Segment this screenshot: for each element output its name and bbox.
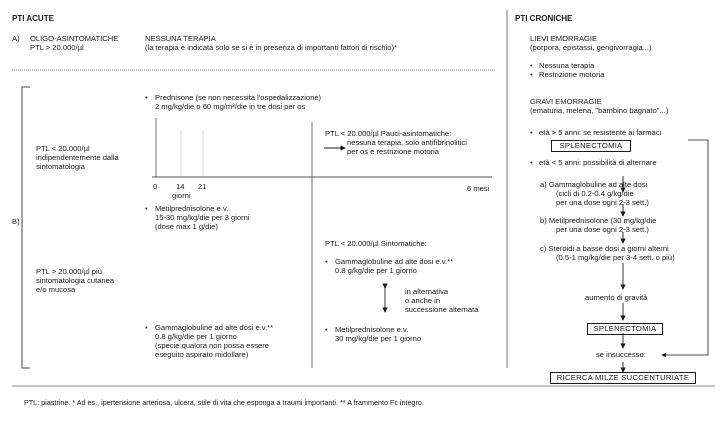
option-b-2: per una dose ogni 2-3 sett.)	[556, 225, 649, 234]
b1-condition-3: sintomatologia	[36, 162, 85, 171]
methyl-right-1: Metilprednisolone e.v.	[335, 325, 409, 334]
lievi-bullet-1: •	[530, 61, 533, 70]
lievi-title: LIEVI EMORRAGIE	[530, 34, 598, 43]
b2-condition-1: PTL > 20.000/µl più	[36, 267, 102, 276]
age-over5-bullet: •	[530, 128, 533, 137]
methyl-right-bullet: •	[325, 325, 328, 334]
timeline-label-14: 14	[176, 182, 185, 191]
alternativa-1: in alternativa	[405, 287, 449, 296]
a-therapy-title: NESSUNA TERAPIA	[145, 34, 216, 43]
option-a-2: (cicli di 0.2-0.4 g/kg/die	[556, 189, 634, 198]
footnote: PTL: piastrine. * Ad es., ipertensione arteriosa, ulcera, stile di vita che esponga a traumi importanti. ** A frammento Fc integro.	[24, 398, 424, 407]
b1-condition-2: indipendentemente dalla	[36, 153, 119, 162]
ricerca-box: RICERCA MILZE SUCCENTURIATE	[550, 372, 696, 384]
acute-title: PTI ACUTE	[12, 14, 54, 23]
prednisone-1: Prednisone (se non necessita l'ospedalizzazione)	[155, 93, 322, 102]
acute-bracket	[22, 87, 30, 368]
methyl-1: Metilprednisolone e.v.	[155, 204, 229, 213]
timeline-end: 6 mesi	[467, 184, 490, 193]
methyl-2: 15-30 mg/kg/die per 3 giorni	[155, 213, 250, 222]
prednisone-bullet: •	[145, 93, 148, 102]
label-b: B)	[12, 217, 20, 226]
sintomatiche-title: PTL < 20.000/µl Sintomatiche:	[325, 239, 427, 248]
methyl-3: (dose max 1 g/die)	[155, 222, 218, 231]
lievi-desc: (porpora, epistassi, gengivorragia...)	[530, 43, 652, 52]
b2-condition-2: sintomatologia cutanea	[36, 276, 115, 285]
alternativa-3: successione alternata	[405, 305, 479, 314]
methyl-bullet: •	[145, 204, 148, 213]
a-condition-1: OLIGO-ASINTOMATICHE	[30, 34, 119, 43]
age-under5: età < 5 anni: possibilità di alternare	[539, 158, 657, 167]
timeline-label-0: 0	[153, 182, 158, 191]
pauci-3: per os e restrizione motoria	[347, 147, 440, 156]
gamma-right-bullet: •	[325, 257, 328, 266]
timeline-unit: giorni	[172, 191, 191, 200]
aumento-gravita: aumento di gravità	[585, 293, 648, 302]
splenectomy-box: SPLENECTOMIA	[551, 140, 631, 152]
gamma-right-1: Gammaglobuline ad alte dosi e.v.**	[335, 257, 454, 266]
label-a: A)	[12, 34, 20, 43]
gamma-left-bullet: •	[145, 323, 148, 332]
gamma-right-2: 0.8 g/kg/die per 1 giorno	[335, 266, 417, 275]
option-b-1: b) Metilprednisolone (30 mg/kg/die	[540, 216, 657, 225]
age-over5: età > 5 anni: se resistente ai farmaci	[539, 128, 662, 137]
gravi-desc: (ematuria, melena, "bambino bagnato"...)	[530, 106, 669, 115]
a-therapy-note: (la terapia è indicata solo se si è in presenza di importanti fattori di rischio)*	[145, 43, 397, 52]
gamma-left-3: (specie qualora non possa essere	[155, 341, 269, 350]
splenectomy-box-2: SPLENECTOMIA	[587, 323, 663, 335]
lievi-item-1: Nessuna terapia	[539, 61, 595, 70]
prednisone-2: 2 mg/kg/die o 60 mg/m²/die in tre dosi per os	[155, 102, 306, 111]
insuccesso: se insuccesso:	[596, 350, 646, 359]
chronic-title: PTI CRONICHE	[515, 14, 573, 23]
pauci-1: PTL < 20.000/µl Pauci-asintomatiche:	[325, 129, 452, 138]
gravi-title: GRAVI EMORRAGIE	[530, 97, 602, 106]
option-a-1: a) Gammaglobuline ad alte dosi	[540, 180, 648, 189]
gamma-left-4: eseguito aspirato midollare)	[155, 350, 249, 359]
option-c-1: c) Steroidi a basse dosi a giorni alterni	[540, 244, 669, 253]
pauci-2: nessuna terapia, solo antifibrinolitici	[347, 138, 467, 147]
b2-condition-3: e/o mucosa	[36, 285, 76, 294]
a-condition-2: PTL > 20.000/µl	[30, 43, 84, 52]
alternativa-2: o anche in	[405, 296, 441, 305]
gamma-left-2: 0.8 g/kg/die per 1 giorno	[155, 332, 237, 341]
timeline-label-21: 21	[198, 182, 207, 191]
option-c-2: (0.5-1 mg/kg/die per 3-4 sett. o più)	[556, 253, 675, 262]
methyl-right-2: 30 mg/kg/die per 1 giorno	[335, 334, 422, 343]
lievi-bullet-2: •	[530, 70, 533, 79]
option-a-3: per una dose ogni 2-3 sett.)	[556, 198, 649, 207]
lievi-item-2: Restrizione motoria	[539, 70, 605, 79]
age-under5-bullet: •	[530, 158, 533, 167]
b1-condition-1: PTL < 20.000/µl	[36, 144, 90, 153]
gamma-left-1: Gammaglobuline ad alte dosi e.v.**	[155, 323, 274, 332]
